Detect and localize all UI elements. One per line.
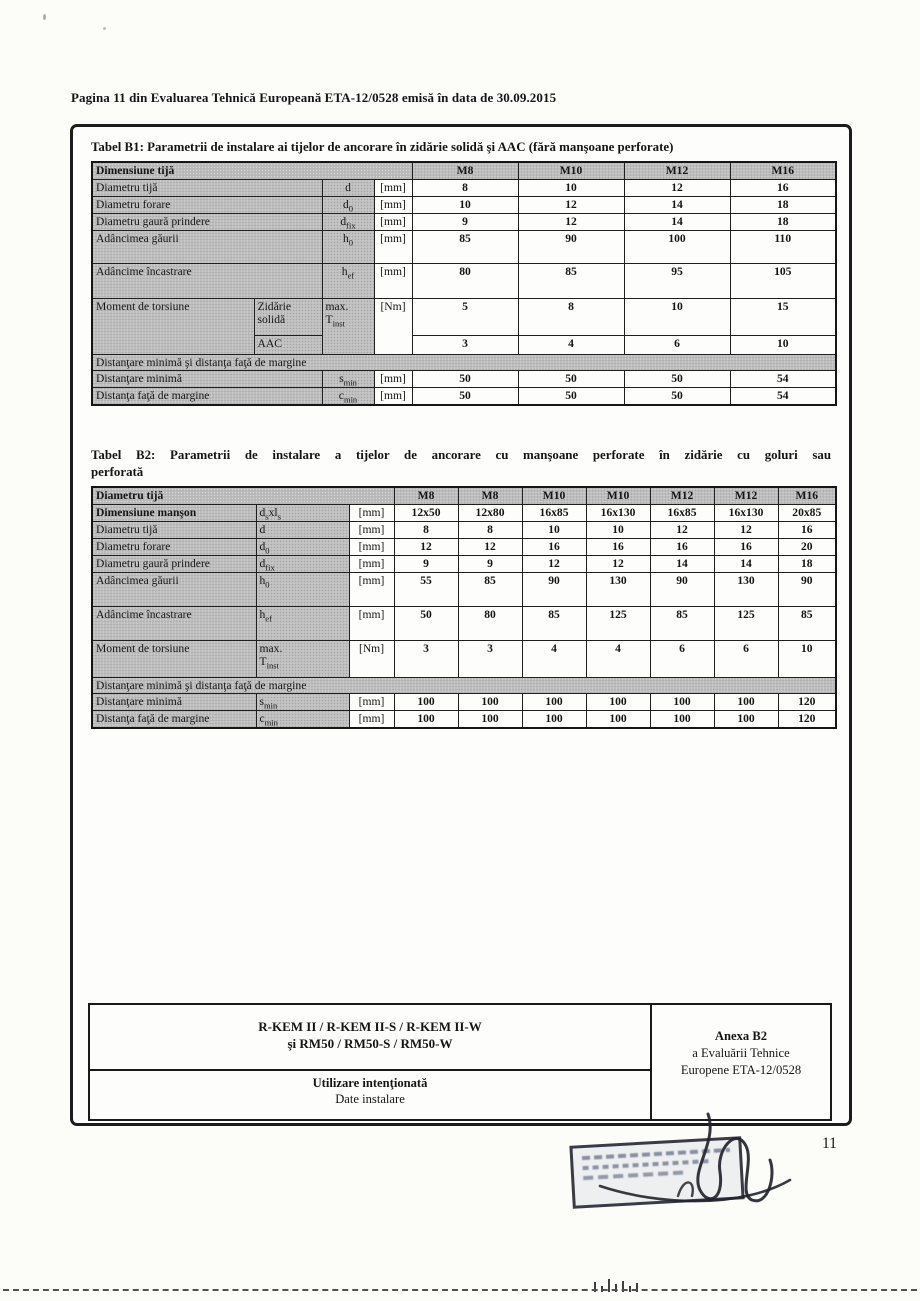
row-context: Zidărie solidă	[254, 298, 322, 335]
cell-value: 90	[518, 230, 624, 263]
cell-value: 54	[730, 371, 836, 388]
cell-value: 12	[518, 213, 624, 230]
row-symbol: $h_{ef}$	[322, 263, 374, 298]
cell-value: 100	[586, 711, 650, 728]
cell-value: 16x85	[522, 504, 586, 521]
cell-value: 12	[624, 179, 730, 196]
row-unit: [mm]	[374, 230, 412, 263]
column-header: M10	[522, 487, 586, 504]
table-row	[92, 606, 836, 640]
table-corner-label: Dimensiune tijă	[92, 162, 412, 179]
cell-value: 8	[412, 179, 518, 196]
cell-value: 12	[714, 521, 778, 538]
cell-value: 8	[458, 521, 522, 538]
cell-value: 4	[518, 335, 624, 354]
cell-value: 12	[518, 196, 624, 213]
row-symbol: $c_{min}$	[322, 388, 374, 405]
row-unit: [mm]	[374, 263, 412, 298]
cell-value: 100	[394, 694, 458, 711]
cell-value: 100	[394, 711, 458, 728]
row-symbol: d	[256, 521, 349, 538]
cell-value: 12x50	[394, 504, 458, 521]
table-b1	[91, 161, 837, 406]
cell-value: 50	[624, 371, 730, 388]
row-unit: [mm]	[374, 196, 412, 213]
footer-left	[90, 1005, 652, 1119]
page-number: 11	[822, 1135, 837, 1152]
cell-value: 20x85	[778, 504, 836, 521]
table-row	[92, 263, 836, 298]
column-header: M12	[624, 162, 730, 179]
cell-value: 90	[778, 572, 836, 606]
row-unit: [mm]	[374, 371, 412, 388]
row-label: Diametru forare	[92, 538, 256, 555]
row-unit: [mm]	[349, 572, 394, 606]
row-label: Adâncimea găurii	[92, 572, 256, 606]
table-b2-title-line2: perforată	[91, 465, 144, 480]
cell-value: 18	[778, 555, 836, 572]
cell-value: 16x130	[714, 504, 778, 521]
cell-value: 100	[522, 694, 586, 711]
row-label: Diametru tijă	[92, 179, 322, 196]
cell-value: 10	[522, 521, 586, 538]
row-label: Distanţare minimă	[92, 371, 322, 388]
cell-value: 125	[586, 606, 650, 640]
cell-value: 15	[730, 298, 836, 335]
column-header: M8	[394, 487, 458, 504]
section-label: Distanţare minimă şi distanţa faţă de margine	[92, 677, 836, 694]
row-symbol: d	[322, 179, 374, 196]
cell-value: 80	[458, 606, 522, 640]
row-symbol: $h_0$	[256, 572, 349, 606]
cell-value: 50	[518, 371, 624, 388]
row-label: Adâncime încastrare	[92, 263, 322, 298]
cell-value: 18	[730, 196, 836, 213]
row-label: Diametru forare	[92, 196, 322, 213]
cell-value: 9	[458, 555, 522, 572]
table-row	[92, 572, 836, 606]
table-row	[92, 487, 836, 504]
row-unit: [mm]	[349, 538, 394, 555]
cell-value: 100	[714, 711, 778, 728]
cell-value: 100	[458, 711, 522, 728]
cell-value: 120	[778, 711, 836, 728]
cell-value: 85	[458, 572, 522, 606]
annex-label: Anexa B2 a Evaluării Tehnice Europene ETA-12/0528	[680, 1029, 802, 1077]
table-row	[92, 196, 836, 213]
row-label: Diametru gaură prindere	[92, 555, 256, 572]
row-unit: [mm]	[349, 521, 394, 538]
row-context: AAC	[254, 335, 322, 354]
row-symbol: $d_{fix}$	[256, 555, 349, 572]
cell-value: 80	[412, 263, 518, 298]
cell-value: 12	[586, 555, 650, 572]
page-header: Pagina 11 din Evaluarea Tehnică Europeană ETA-12/0528 emisă în data de 30.09.2015	[71, 90, 557, 105]
row-unit: [Nm]	[349, 640, 394, 677]
cell-value: 10	[730, 335, 836, 354]
row-unit: [mm]	[374, 179, 412, 196]
table-row	[92, 538, 836, 555]
cell-value: 100	[458, 694, 522, 711]
row-symbol: $h_{ef}$	[256, 606, 349, 640]
cell-value: 6	[650, 640, 714, 677]
table-row	[92, 213, 836, 230]
column-header: M12	[650, 487, 714, 504]
row-label: Dimensiune manşon	[92, 504, 256, 521]
cell-value: 12	[650, 521, 714, 538]
row-symbol: $c_{min}$	[256, 711, 349, 728]
cell-value: 16	[714, 538, 778, 555]
cell-value: 85	[778, 606, 836, 640]
cell-value: 10	[624, 298, 730, 335]
document-frame	[70, 124, 852, 1126]
cell-value: 14	[624, 196, 730, 213]
product-names: R-KEM II / R-KEM II-S / R-KEM II-W şi RM50 / RM50-S / RM50-W	[90, 1005, 650, 1071]
row-label: Diametru tijă	[92, 521, 256, 538]
footer-block	[88, 1003, 832, 1121]
row-symbol: $d_sxl_s$	[256, 504, 349, 521]
cell-value: 50	[412, 371, 518, 388]
table-row	[92, 521, 836, 538]
cell-value: 10	[518, 179, 624, 196]
row-label: Distanţa faţă de margine	[92, 711, 256, 728]
cell-value: 16	[650, 538, 714, 555]
intended-use: Utilizare intenţionată Date instalare	[312, 1076, 428, 1107]
cell-value: 130	[714, 572, 778, 606]
table-row	[92, 162, 836, 179]
cell-value: 95	[624, 263, 730, 298]
scan-speck	[103, 27, 106, 30]
row-symbol: $d_0$	[256, 538, 349, 555]
row-label: Adâncimea găurii	[92, 230, 322, 263]
table-b2	[91, 486, 837, 729]
cell-value: 6	[624, 335, 730, 354]
row-label: Distanţare minimă	[92, 694, 256, 711]
cell-value: 54	[730, 388, 836, 405]
row-label: Moment de torsiune	[92, 640, 256, 677]
row-unit: [mm]	[349, 504, 394, 521]
cell-value: 100	[522, 711, 586, 728]
cell-value: 5	[412, 298, 518, 335]
row-symbol: $d_0$	[322, 196, 374, 213]
column-header: M8	[412, 162, 518, 179]
column-header: M16	[730, 162, 836, 179]
cell-value: 14	[624, 213, 730, 230]
cell-value: 130	[586, 572, 650, 606]
cell-value: 10	[586, 521, 650, 538]
cell-value: 12	[522, 555, 586, 572]
table-b1-title: Tabel B1: Parametrii de instalare ai tijelor de ancorare în zidărie solidă şi AAC (fără manşoane perforate)	[91, 140, 674, 154]
column-header: M12	[714, 487, 778, 504]
table-row	[92, 677, 836, 694]
table-row	[92, 388, 836, 405]
cell-value: 16	[778, 521, 836, 538]
row-symbol: $s_{min}$	[322, 371, 374, 388]
cell-value: 50	[394, 606, 458, 640]
cell-value: 14	[650, 555, 714, 572]
row-symbol: $d_{fix}$	[322, 213, 374, 230]
row-symbol: max. $T_{inst}$	[256, 640, 349, 677]
cell-value: 100	[714, 694, 778, 711]
cell-value: 10	[412, 196, 518, 213]
table-row	[92, 179, 836, 196]
bottom-scan-line	[3, 1289, 917, 1291]
row-symbol: $s_{min}$	[256, 694, 349, 711]
cell-value: 12x80	[458, 504, 522, 521]
row-label: Distanţa faţă de margine	[92, 388, 322, 405]
row-unit: [Nm]	[374, 298, 412, 354]
cell-value: 105	[730, 263, 836, 298]
cell-value: 16	[730, 179, 836, 196]
cell-value: 3	[412, 335, 518, 354]
cell-value: 50	[624, 388, 730, 405]
cell-value: 85	[650, 606, 714, 640]
cell-value: 16	[586, 538, 650, 555]
signature	[590, 1108, 800, 1228]
cell-value: 90	[650, 572, 714, 606]
table-b2-title: Tabel B2: Parametrii de instalare a tijelor de ancorare cu manşoane perforate în zidărie cu goluri sau	[91, 448, 831, 463]
cell-value: 10	[778, 640, 836, 677]
cell-value: 6	[714, 640, 778, 677]
cell-value: 3	[458, 640, 522, 677]
row-unit: [mm]	[374, 388, 412, 405]
table-row	[92, 371, 836, 388]
table-row	[92, 694, 836, 711]
cell-value: 110	[730, 230, 836, 263]
cell-value: 16x130	[586, 504, 650, 521]
cell-value: 8	[394, 521, 458, 538]
table-row	[92, 640, 836, 677]
cell-value: 50	[412, 388, 518, 405]
cell-value: 100	[624, 230, 730, 263]
cell-value: 85	[412, 230, 518, 263]
cell-value: 125	[714, 606, 778, 640]
cell-value: 14	[714, 555, 778, 572]
table-row	[92, 354, 836, 371]
column-header: M10	[518, 162, 624, 179]
row-label: Diametru gaură prindere	[92, 213, 322, 230]
cell-value: 9	[412, 213, 518, 230]
row-label: Moment de torsiune	[92, 298, 254, 354]
column-header: M16	[778, 487, 836, 504]
cell-value: 120	[778, 694, 836, 711]
table-row	[92, 298, 836, 335]
table-row	[92, 504, 836, 521]
cell-value: 100	[650, 694, 714, 711]
cell-value: 4	[522, 640, 586, 677]
cell-value: 8	[518, 298, 624, 335]
cell-value: 100	[586, 694, 650, 711]
cell-value: 16x85	[650, 504, 714, 521]
cell-value: 20	[778, 538, 836, 555]
cell-value: 50	[518, 388, 624, 405]
cell-value: 85	[522, 606, 586, 640]
row-unit: [mm]	[374, 213, 412, 230]
table-corner-label: Diametru tijă	[92, 487, 394, 504]
row-symbol: max. $T_{inst}$	[322, 298, 374, 354]
cell-value: 85	[518, 263, 624, 298]
row-unit: [mm]	[349, 694, 394, 711]
section-label: Distanţare minimă şi distanţa faţă de margine	[92, 354, 836, 371]
cell-value: 55	[394, 572, 458, 606]
row-unit: [mm]	[349, 555, 394, 572]
cell-value: 100	[650, 711, 714, 728]
column-header: M10	[586, 487, 650, 504]
table-row	[92, 230, 836, 263]
cell-value: 12	[458, 538, 522, 555]
cell-value: 12	[394, 538, 458, 555]
cell-value: 3	[394, 640, 458, 677]
row-unit: [mm]	[349, 711, 394, 728]
cell-value: 16	[522, 538, 586, 555]
row-label: Adâncime încastrare	[92, 606, 256, 640]
table-row	[92, 711, 836, 728]
scan-speck	[43, 14, 46, 20]
cell-value: 4	[586, 640, 650, 677]
cell-value: 18	[730, 213, 836, 230]
row-symbol: $h_0$	[322, 230, 374, 263]
cell-value: 90	[522, 572, 586, 606]
column-header: M8	[458, 487, 522, 504]
cell-value: 9	[394, 555, 458, 572]
row-unit: [mm]	[349, 606, 394, 640]
table-row	[92, 555, 836, 572]
